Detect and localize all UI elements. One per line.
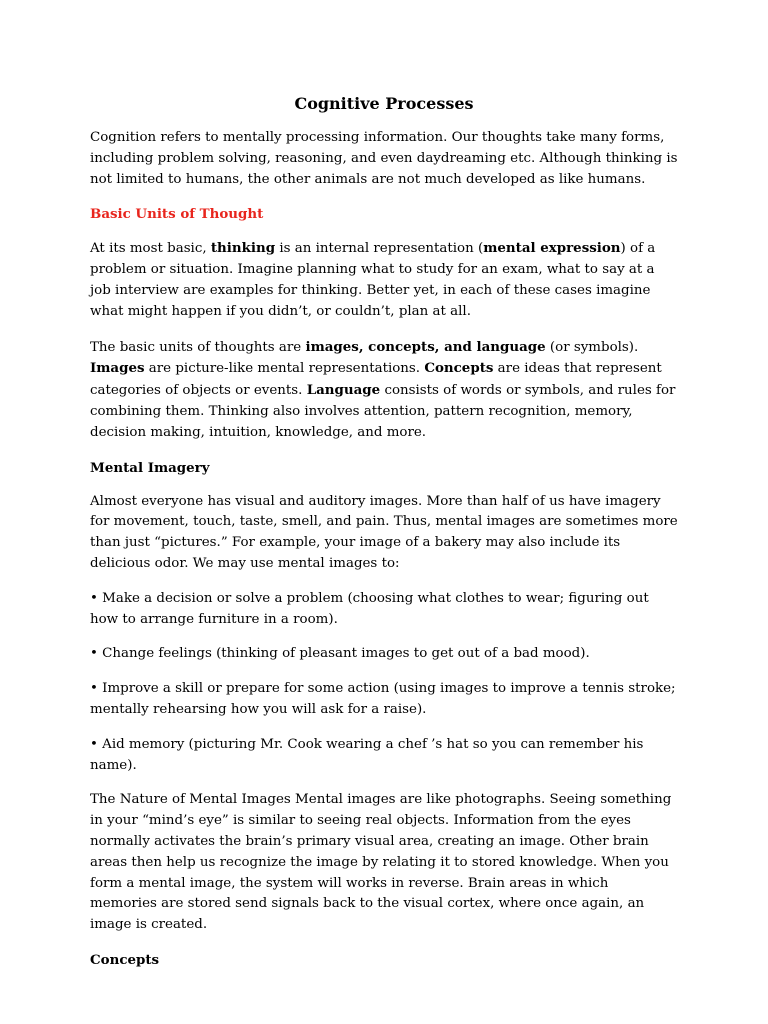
text-span: ) of a problem or situation. Imagine planning what to study for an exam, what to say at a job interview are examples for thinking. Better yet, in each of these cases imagine what might happen if you didn’t, or couldn’t, plan at all. — [90, 241, 656, 319]
text-span: consists of words or symbols, and rules for combining them. Thinking also involves attention, pattern recognition, memory, decision making, intuition, knowledge, and more. — [90, 383, 676, 440]
term-mental-expression: mental expression — [483, 240, 621, 257]
page-title: Cognitive Processes — [294, 94, 474, 113]
term-images: Images — [90, 360, 145, 377]
text-span: are ideas that represent categories of objects or events. — [90, 361, 662, 399]
term-language: Language — [306, 382, 381, 399]
bullet-item: • Change feelings (thinking of pleasant images to get out of a bad mood). — [90, 646, 590, 662]
mental-imagery-paragraph-2: The Nature of Mental Images Mental images are like photographs. Seeing something in your “mind’s eye” is similar to seeing real objects. Information from the eyes normally activates the brain’s primary visual area, creating an image. Other brain areas then help us recognize the image by relating it to stored knowledge. When you form a mental image, the system will works in reverse. Brain areas in which memories are stored send signals back to the visual cortex, where once again, an image is created. — [90, 792, 672, 933]
text-span: (or symbols). — [545, 339, 639, 355]
text-span: are picture-like mental representations. — [144, 361, 425, 377]
text-span: At its most basic, — [90, 241, 211, 257]
text-span: The basic units of thoughts are — [90, 339, 306, 355]
intro-paragraph: Cognition refers to mentally processing information. Our thoughts take many forms, including problem solving, reasoning, and even daydreaming etc. Although thinking is not limited to humans, the other animals are not much developed as like humans. — [90, 130, 678, 187]
term-thinking: thinking — [210, 240, 276, 257]
section-heading-basic-units: Basic Units of Thought — [90, 206, 264, 223]
term-units: images, concepts, and language — [305, 338, 546, 355]
bullet-item: • Make a decision or solve a problem (choosing what clothes to wear; figuring out how to arrange furniture in a room). — [90, 590, 649, 627]
bullet-item: • Aid memory (picturing Mr. Cook wearing a chef ’s hat so you can remember his name). — [90, 736, 644, 773]
mental-imagery-paragraph-1: Almost everyone has visual and auditory images. More than half of us have imagery for movement, touch, taste, smell, and pain. Thus, mental images are sometimes more than just “pictures.” For example, your image of a bakery may also include its delicious odor. We may use mental images to: — [90, 493, 678, 571]
basic-units-paragraph-1 — [90, 238, 678, 322]
section-heading-concepts: Concepts — [90, 951, 160, 968]
section-heading-mental-imagery: Mental Imagery — [90, 459, 210, 476]
text-span: is an internal representation ( — [275, 241, 484, 257]
bullet-item: • Improve a skill or prepare for some action (using images to improve a tennis stroke; mentally rehearsing how you will ask for a raise). — [90, 681, 676, 717]
basic-units-paragraph-2 — [90, 337, 678, 444]
term-concepts: Concepts — [424, 360, 494, 377]
